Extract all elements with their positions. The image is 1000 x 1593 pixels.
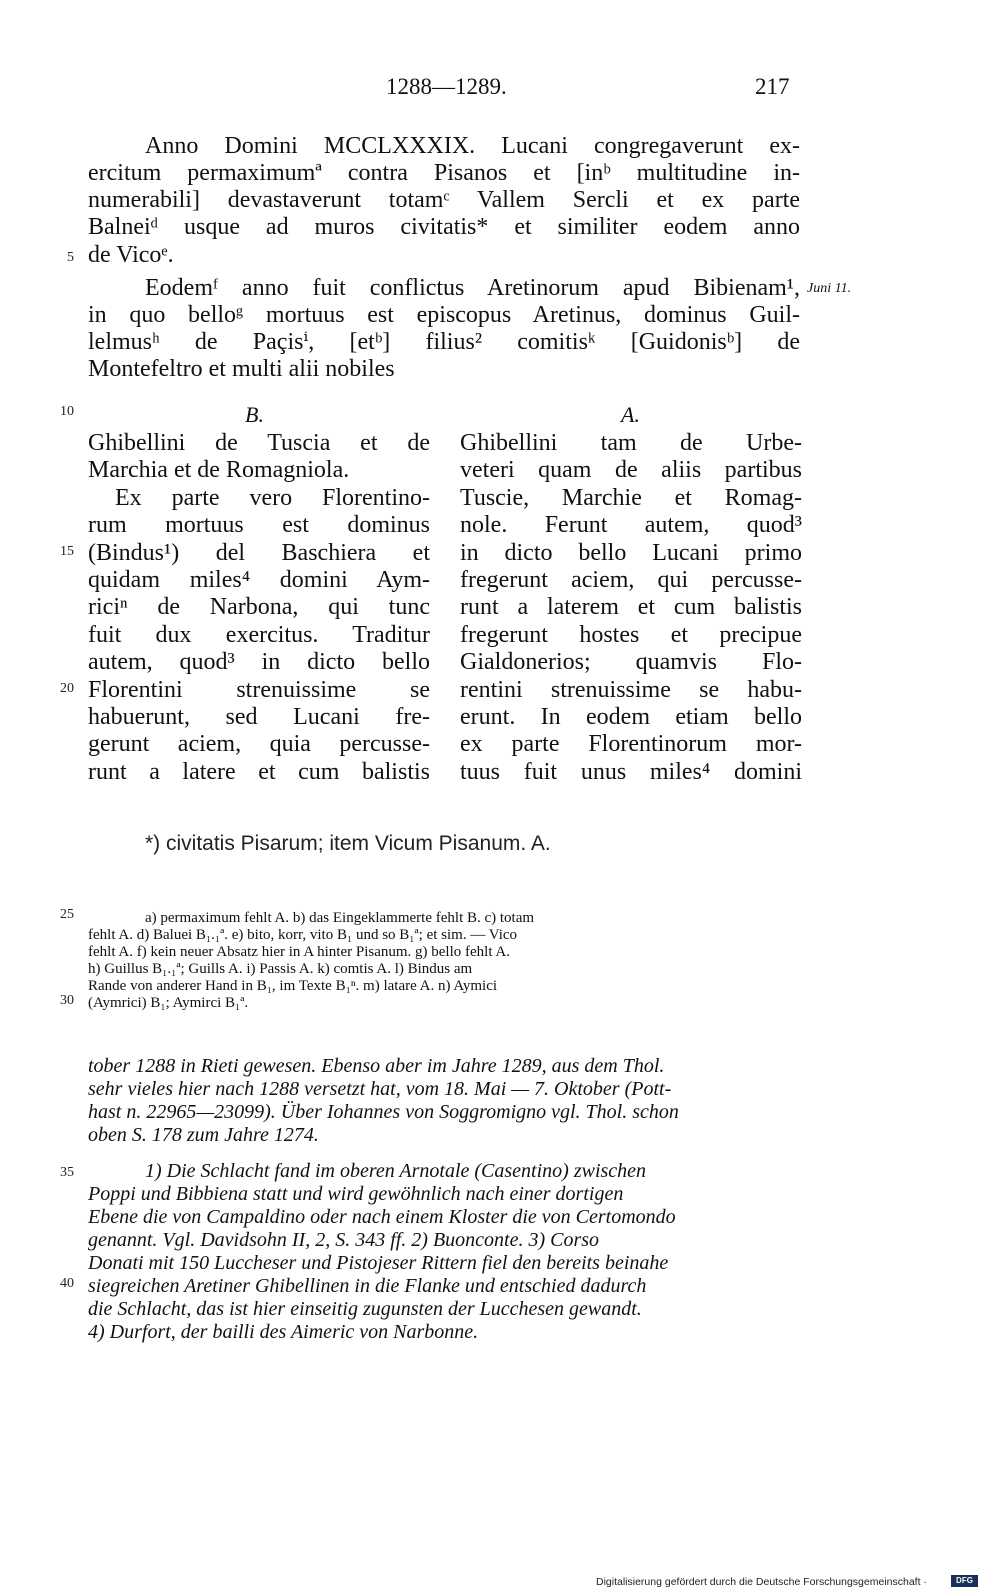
footnote-line: Ebene die von Campaldino oder nach einem Kloster die von Certomondo <box>88 1206 676 1228</box>
column-b-line: Ghibellini de Tuscia et de <box>88 430 430 456</box>
column-b-heading: B. <box>245 402 264 427</box>
column-a-line: fregerunt aciem, qui percusse- <box>460 567 802 594</box>
column-b-line: runt a latere et cum balistis <box>88 758 430 785</box>
column-b-line: rum mortuus est dominus <box>88 512 430 539</box>
footnote-line: 4) Durfort, der bailli des Aimeric von Narbonne. <box>88 1321 479 1343</box>
column-a-line: nole. Ferunt autem, quod³ <box>460 512 802 539</box>
column-b-line: quidam miles⁴ domini Aym- <box>88 567 430 594</box>
apparatus-line: h) Guillus B₁.₁ª; Guills A. i) Passis A. k) comtis A. l) Bindus am <box>88 961 473 977</box>
line-number: 25 <box>60 907 74 922</box>
column-b-line: (Bindus¹) del Baschiera et <box>88 539 430 566</box>
footnote-continuation-line: tober 1288 in Rieti gewesen. Ebenso aber im Jahre 1289, aus dem Thol. <box>88 1055 665 1077</box>
footnote-line: 1) Die Schlacht fand im oberen Arnotale (Casentino) zwischen <box>145 1160 647 1182</box>
footnote-line: Poppi und Bibbiena statt und wird gewöhnlich nach einer dortigen <box>88 1183 624 1205</box>
column-a-line: in dicto bello Lucani primo <box>460 539 802 566</box>
main-text-line: ercitum permaximumª contra Pisanos et [inᵇ multitudine in- <box>88 160 800 186</box>
line-number: 35 <box>60 1165 74 1180</box>
page-number: 217 <box>755 74 790 99</box>
line-number: 15 <box>60 544 74 559</box>
line-number: 30 <box>60 993 74 1008</box>
apparatus-line: fehlt A. d) Baluei B₁.₁ª. e) bito, korr, vito B₁ und so B₁ª; et sim. — Vico <box>88 927 518 943</box>
column-a-line: Gialdonerios; quamvis Flo- <box>460 649 802 676</box>
main-text-line: Montefeltro et multi alii nobiles <box>88 356 395 382</box>
main-text-line: de Vicoᵉ. <box>88 242 174 268</box>
column-a-line: veteri quam de aliis partibus <box>460 457 802 484</box>
column-a-line: Tuscie, Marchie et Romag- <box>460 484 802 511</box>
column-a-line: rentini strenuissime se habu- <box>460 676 802 703</box>
footnote-continuation-line: hast n. 22965—23099). Über Iohannes von Soggromigno vgl. Thol. schon <box>88 1101 679 1123</box>
column-b-line: fuit dux exercitus. Traditur <box>88 621 430 648</box>
margin-date-note: Juni 11. <box>807 281 852 296</box>
column-b-line: riciⁿ de Narbona, qui tunc <box>88 594 430 621</box>
column-b <box>88 430 430 786</box>
apparatus-line: fehlt A. f) kein neuer Absatz hier in A hinter Pisanum. g) bello fehlt A. <box>88 944 510 960</box>
funding-credit: Digitalisierung gefördert durch die Deutsche Forschungsgemeinschaft · <box>596 1576 927 1588</box>
main-text-line: Balneiᵈ usque ad muros civitatis* et similiter eodem anno <box>88 214 800 240</box>
column-a-line: ex parte Florentinorum mor- <box>460 731 802 758</box>
column-b-line: Ex parte vero Florentino- <box>115 484 430 511</box>
column-a-line: fregerunt hostes et precipue <box>460 621 802 648</box>
footnote-continuation-line: oben S. 178 zum Jahre 1274. <box>88 1124 319 1146</box>
main-text-line: Anno Domini MCCLXXXIX. Lucani congregaverunt ex- <box>145 133 800 159</box>
main-text-line: lelmusʰ de Paçisⁱ, [etᵇ] filius² comitisᵏ [Guidonisᵇ] de <box>88 329 800 355</box>
line-number: 10 <box>60 404 74 419</box>
column-a <box>460 430 802 786</box>
main-text-line: numerabili] devastaverunt totamᶜ Vallem Sercli et ex parte <box>88 187 800 213</box>
line-number: 20 <box>60 681 74 696</box>
column-a-line: erunt. In eodem etiam bello <box>460 704 802 731</box>
column-a-line: tuus fuit unus miles⁴ domini <box>460 758 802 785</box>
column-a-heading: A. <box>621 402 640 427</box>
apparatus-line: Rande von anderer Hand in B₁, im Texte B₁ⁿ. m) latare A. n) Aymici <box>88 978 498 994</box>
column-b-line: habuerunt, sed Lucani fre- <box>88 704 430 731</box>
main-text-line: in quo belloᵍ mortuus est episcopus Aretinus, dominus Guil- <box>88 302 800 328</box>
asterisk-note: *) civitatis Pisarum; item Vicum Pisanum. A. <box>145 832 551 855</box>
line-number: 40 <box>60 1276 74 1291</box>
apparatus-line: (Aymrici) B₁; Aymirci B₁ª. <box>88 995 249 1011</box>
column-a-line: Ghibellini tam de Urbe- <box>460 430 802 456</box>
footnote-line: genannt. Vgl. Davidsohn II, 2, S. 343 ff. 2) Buonconte. 3) Corso <box>88 1229 600 1251</box>
footnote-line: die Schlacht, das ist hier einseitig zugunsten der Lucchesen gewandt. <box>88 1298 642 1320</box>
dfg-logo: DFG <box>951 1575 978 1587</box>
column-b-line: Florentini strenuissime se <box>88 676 430 703</box>
column-b-line: autem, quod³ in dicto bello <box>88 649 430 676</box>
footnote-line: Donati mit 150 Luccheser und Pistojeser Rittern fiel den bereits beinahe <box>88 1252 669 1274</box>
main-text-line: Eodemᶠ anno fuit conflictus Aretinorum apud Bibienam¹, <box>145 275 800 301</box>
footnote-continuation-line: sehr vieles hier nach 1288 versetzt hat, vom 18. Mai — 7. Oktober (Pott- <box>88 1078 672 1100</box>
footnote-line: siegreichen Aretiner Ghibellinen in die Flanke und entschied dadurch <box>88 1275 647 1297</box>
running-header-years: 1288—1289. <box>386 74 507 99</box>
column-a-line: runt a laterem et cum balistis <box>460 594 802 621</box>
line-number: 5 <box>67 250 74 265</box>
column-b-line: Marchia et de Romagniola. <box>88 457 350 484</box>
column-b-line: gerunt aciem, quia percusse- <box>88 731 430 758</box>
apparatus-line: a) permaximum fehlt A. b) das Eingeklammerte fehlt B. c) totam <box>145 910 535 926</box>
